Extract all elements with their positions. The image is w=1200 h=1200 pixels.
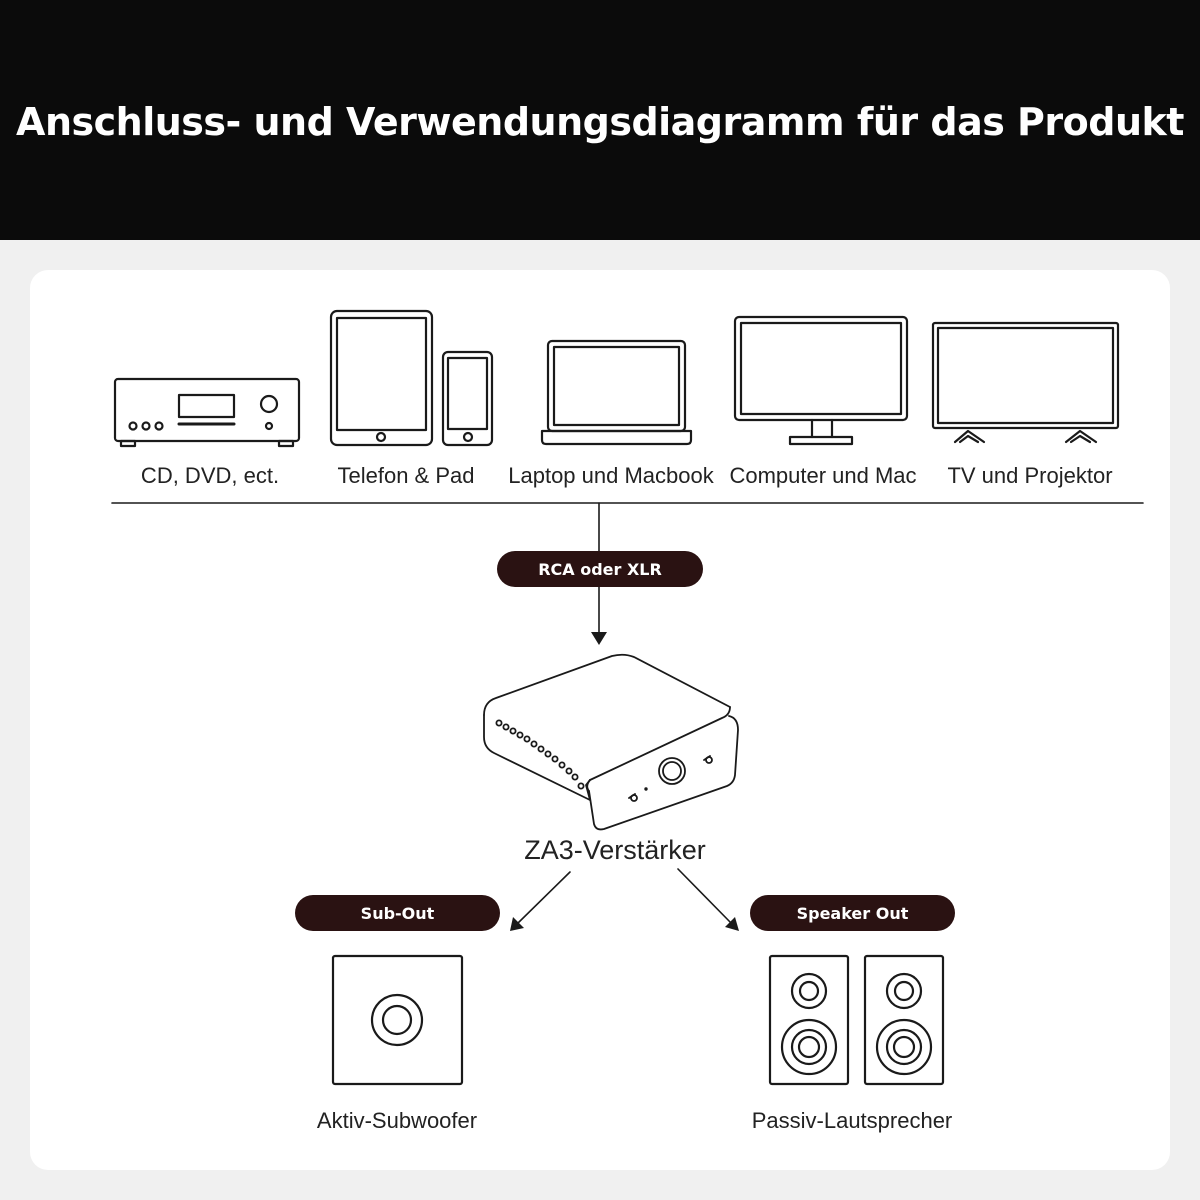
source-label-tv: TV und Projektor (947, 463, 1113, 488)
input-connection-pill: RCA oder XLR (497, 551, 703, 587)
sub-out-pill: Sub-Out (295, 895, 500, 931)
cd-dvd-player-icon (115, 379, 299, 446)
subwoofer-icon (333, 956, 462, 1084)
source-label-computer: Computer und Mac (729, 463, 917, 488)
source-label-phone-pad: Telefon & Pad (337, 463, 475, 488)
tv-icon (933, 323, 1118, 442)
speaker-out-pill: Speaker Out (750, 895, 955, 931)
laptop-icon (542, 341, 691, 444)
page-title: Anschluss- und Verwendungsdiagramm für das Produkt (16, 100, 1184, 144)
source-label-laptop: Laptop und Macbook (508, 463, 714, 488)
amplifier-icon (484, 655, 738, 830)
amplifier-label: ZA3-Verstärker (524, 835, 706, 865)
tablet-phone-icon (331, 311, 492, 445)
source-label-cd-dvd: CD, DVD, ect. (140, 463, 280, 488)
speakers-icon (770, 956, 943, 1084)
speakers-label: Passiv-Lautsprecher (751, 1108, 953, 1133)
monitor-icon (735, 317, 907, 444)
subwoofer-label: Aktiv-Subwoofer (316, 1108, 478, 1133)
